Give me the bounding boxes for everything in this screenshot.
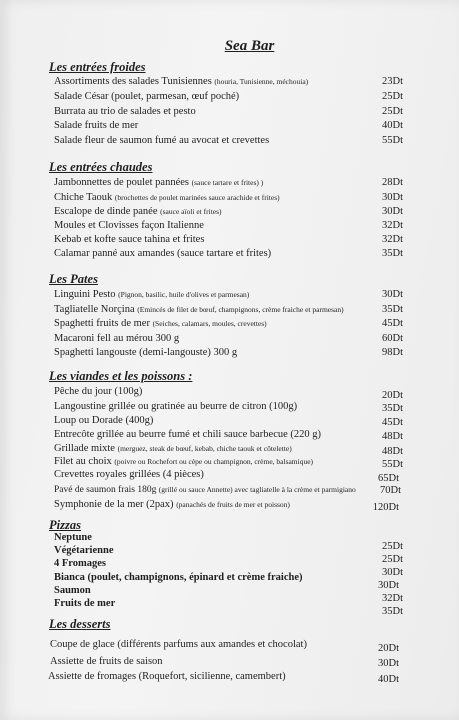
menu-item: Assiette de fromages (Roquefort, sicilienne, camembert) 40Dt — [48, 671, 399, 685]
menu-item: Symphonie de la mer (2pax) (panachés de fruits de mer et poisson) 120Dt — [54, 499, 399, 513]
menu-item: Salade fruits de mer 40Dt — [54, 120, 403, 131]
menu-item: Fruits de mer — [54, 598, 116, 609]
section-heading-viandes-poissons: Les viandes et les poissons : — [49, 369, 193, 383]
menu-item: Neptune — [54, 532, 92, 543]
menu-item: Assiette de fruits de saison 30Dt — [50, 656, 399, 669]
pizza-price: 35Dt — [382, 606, 403, 617]
pizza-price: 30Dt — [378, 580, 399, 591]
menu-item: Pavé de saumon frais 180g (grillé ou sauce Annette) avec tagliatelle à la crème et parmigiano 70Dt — [54, 485, 401, 496]
section-heading-pates: Les Pates — [49, 272, 98, 286]
menu-item: Bianca (poulet, champignons, épinard et crème fraiche) — [54, 572, 303, 583]
menu-item: Assortiments des salades Tunisiennes (houria, Tunisienne, méchouia) 23Dt — [54, 76, 403, 87]
pizza-price: 25Dt — [382, 554, 403, 565]
section-heading-pizzas: Pizzas — [49, 518, 81, 532]
menu-item: Crevettes royales grillées (4 pièces) 65Dt — [54, 469, 399, 484]
menu-item: Moules et Clovisses façon Italienne 32Dt — [54, 220, 403, 231]
menu-item: Tagliatelle Norçina (Emincés de filet de bœuf, champignons, crème fraiche et parmesan) 35Dt — [54, 304, 403, 315]
pizza-price: 25Dt — [382, 541, 403, 552]
menu-item: Jambonnettes de poulet pannées (sauce tartare et frites) ) 28Dt — [54, 177, 403, 188]
menu-item: Chiche Taouk (brochettes de poulet marinées sauce arachide et frites) 30Dt — [54, 192, 403, 203]
section-heading-entrees-froides: Les entrées froides — [49, 60, 146, 74]
menu-item: Grillade mixte (merguez, steak de bœuf, kebab, chiche taouk et côtelette) 48Dt — [54, 443, 403, 457]
menu-item: Escalope de dinde panée (sauce aïoli et frites) 30Dt — [54, 206, 403, 217]
menu-item: Macaroni fell au mérou 300 g 60Dt — [54, 333, 403, 344]
menu-item: Langoustine grillée ou gratinée au beurre de citron (100g) 35Dt — [54, 401, 403, 414]
menu-item: Salade fleur de saumon fumé au avocat et crevettes 55Dt — [54, 135, 403, 146]
menu-item: Burrata au trio de salades et pesto 25Dt — [54, 106, 403, 117]
menu-item: Loup ou Dorade (400g) 45Dt — [54, 415, 403, 428]
menu-item: Coupe de glace (différents parfums aux amandes et chocolat) 20Dt — [50, 639, 399, 654]
menu-item: Kebab et kofte sauce tahina et frites 32Dt — [54, 234, 403, 245]
pizza-price: 30Dt — [382, 567, 403, 578]
menu-title: Sea Bar — [224, 38, 275, 54]
menu-item: Entrecôte grillée au beurre fumé et chili sauce barbecue (220 g) 48Dt — [54, 429, 403, 442]
section-heading-desserts: Les desserts — [49, 617, 111, 631]
pizza-price: 32Dt — [382, 593, 403, 604]
menu-item: Spaghetti fruits de mer (Seiches, calamars, moules, crevettes) 45Dt — [54, 318, 403, 329]
menu-item: Végétarienne — [54, 545, 114, 556]
menu-item: Filet au choix (poivre ou Rochefort ou cèpe ou champignon, crème, balsamique) 55Dt — [54, 456, 403, 470]
menu-item: 4 Fromages — [54, 558, 107, 569]
menu-item: Saumon — [54, 585, 91, 596]
menu-item: Salade César (poulet, parmesan, œuf poché) 25Dt — [54, 91, 403, 102]
menu-item: Spaghetti langouste (demi-langouste) 300 g 98Dt — [54, 347, 403, 358]
menu-item: Calamar panné aux amandes (sauce tartare et frites) 35Dt — [54, 248, 403, 259]
section-heading-entrees-chaudes: Les entrées chaudes — [49, 160, 153, 174]
menu-item: Linguini Pesto (Pignon, basilic, huile d'olives et parmesan) 30Dt — [54, 289, 403, 300]
menu-item: Pêche du jour (100g) 20Dt — [54, 386, 403, 401]
